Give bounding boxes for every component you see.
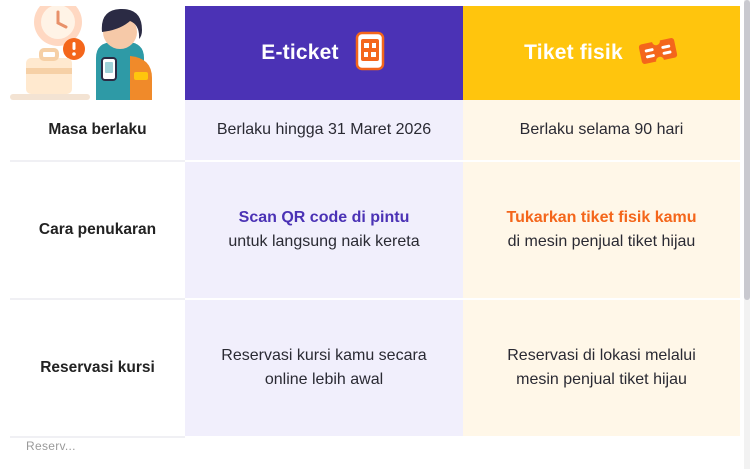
table-row <box>10 300 740 438</box>
row-label-reservasi-kursi: Reservasi kursi <box>10 300 185 438</box>
cell-line: Reservasi di lokasi melalui <box>507 347 696 364</box>
header-eticket <box>185 6 463 100</box>
cell-line-accent: Tukarkan tiket fisik kamu <box>506 209 697 226</box>
cell-line: Berlaku hingga 31 Maret 2026 <box>216 121 432 138</box>
row-label-masa-berlaku: Masa berlaku <box>10 100 185 162</box>
cell-line: untuk langsung naik kereta <box>228 233 420 250</box>
cell-line-accent: Scan QR code di pintu <box>238 209 410 226</box>
watermark-text: Reserv... <box>26 439 76 453</box>
cell-line: Reservasi kursi kamu secara <box>221 347 427 364</box>
page-scrollbar-thumb[interactable] <box>744 0 750 300</box>
table-header-row <box>10 6 740 100</box>
header-tiket-fisik-label: Tiket fisik <box>524 41 623 64</box>
cell-line: mesin penjual tiket hijau <box>516 371 687 388</box>
header-illustration-cell <box>10 6 185 100</box>
header-eticket-label: E-ticket <box>261 41 339 64</box>
cell-line: online lebih awal <box>264 371 384 388</box>
cell-fisik-reservasi-kursi <box>463 300 740 438</box>
table-row <box>10 162 740 300</box>
paper-ticket-icon <box>637 34 679 73</box>
cell-eticket-cara-penukaran <box>185 162 463 300</box>
header-tiket-fisik <box>463 6 740 100</box>
cell-line: di mesin penjual tiket hijau <box>507 233 696 250</box>
cell-eticket-reservasi-kursi <box>185 300 463 438</box>
page-scrollbar-track[interactable] <box>744 0 750 469</box>
phone-ticket-icon <box>353 31 387 76</box>
cell-eticket-masa-berlaku <box>185 100 463 162</box>
cell-fisik-cara-penukaran <box>463 162 740 300</box>
person-with-luggage-illustration <box>10 6 185 100</box>
row-label-cara-penukaran: Cara penukaran <box>10 162 185 300</box>
cell-fisik-masa-berlaku <box>463 100 740 162</box>
ticket-comparison-table <box>10 6 740 438</box>
table-row <box>10 100 740 162</box>
cell-line: Berlaku selama 90 hari <box>519 121 684 138</box>
